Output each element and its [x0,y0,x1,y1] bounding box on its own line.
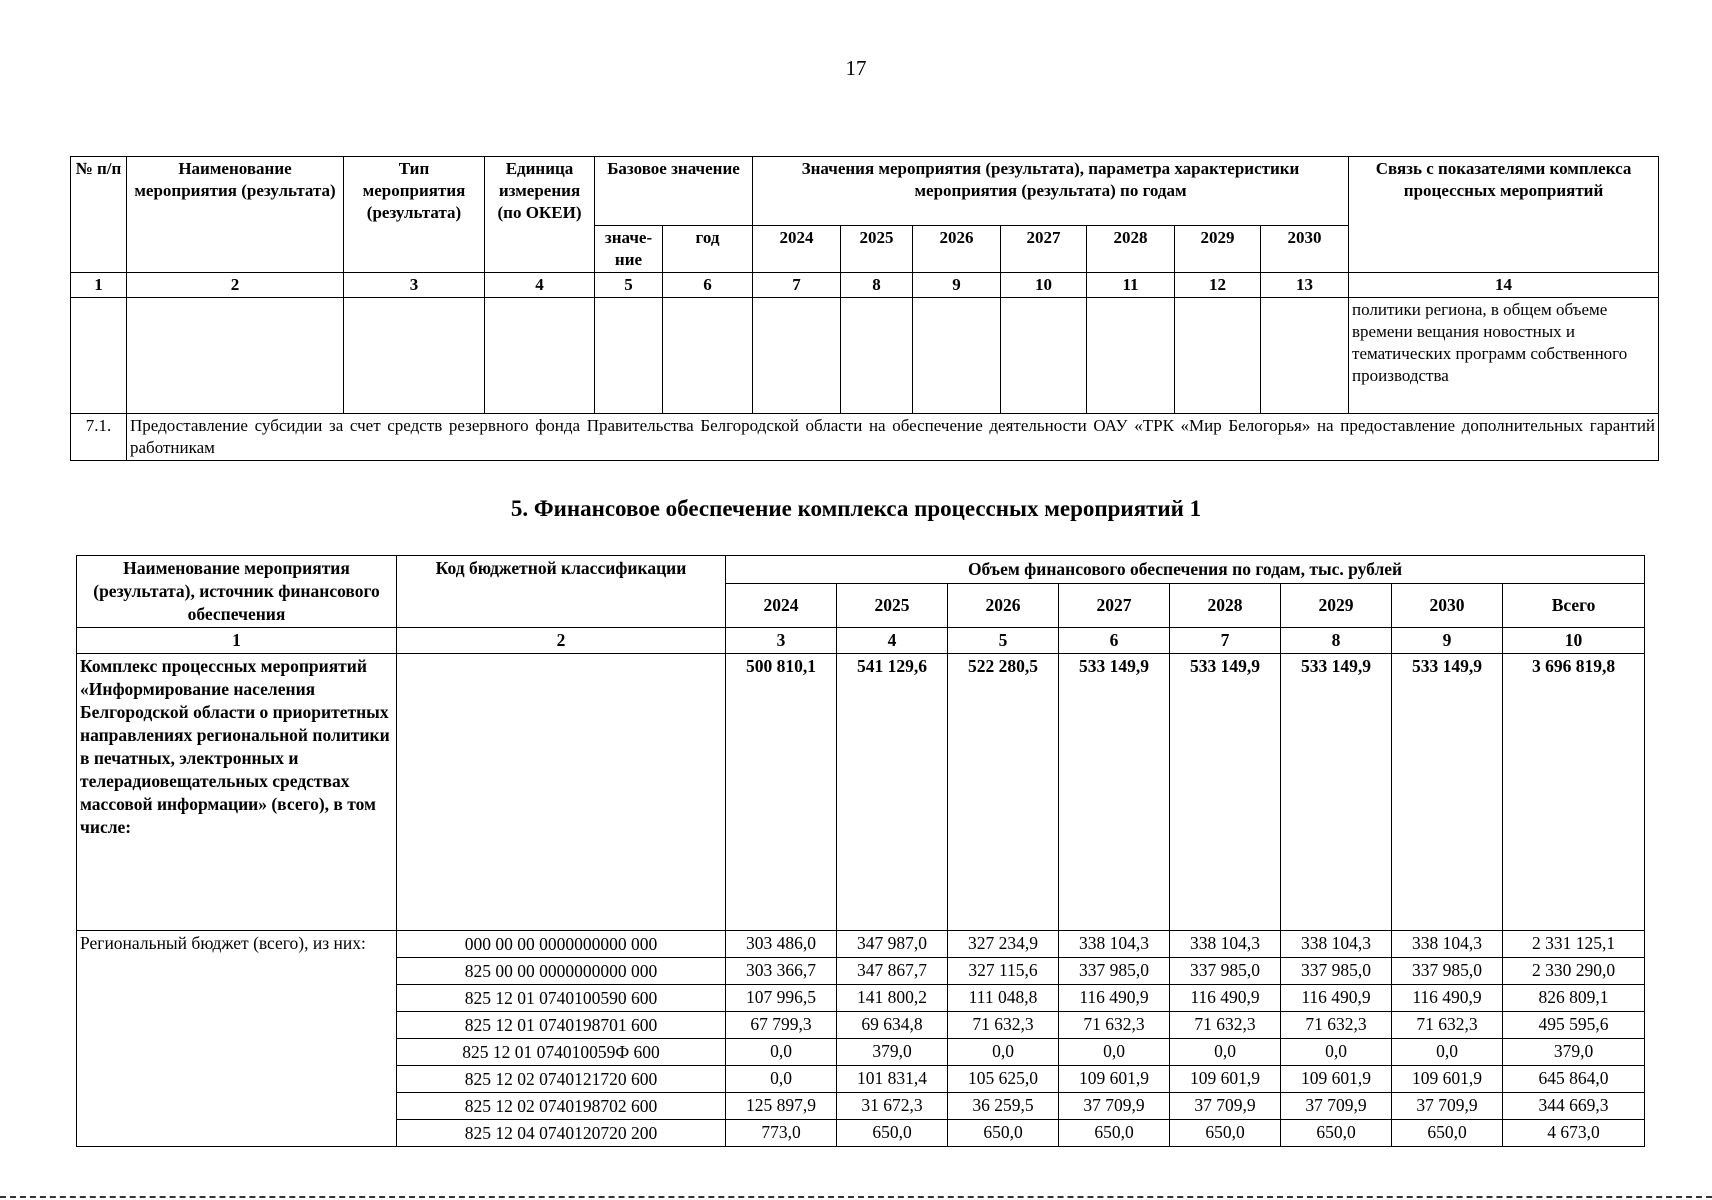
header-year: 2030 [1392,583,1503,627]
header-row [71,157,1659,226]
budget-value: 338 104,3 [1170,931,1281,958]
budget-total: 379,0 [1503,1039,1645,1066]
complex-total: 3 696 819,8 [1503,654,1645,931]
budget-value: 650,0 [837,1120,948,1147]
empty-cell [663,298,753,414]
empty-cell [753,298,841,414]
column-number: 7 [1170,628,1281,654]
budget-value: 116 490,9 [1281,985,1392,1012]
header-row [77,556,1645,584]
header-year: 2029 [1281,583,1392,627]
budget-value: 347 987,0 [837,931,948,958]
budget-value: 379,0 [837,1039,948,1066]
budget-value: 101 831,4 [837,1066,948,1093]
column-number: 7 [753,273,841,298]
header-base-year: год [663,226,753,273]
budget-total: 2 330 290,0 [1503,958,1645,985]
budget-value: 0,0 [1170,1039,1281,1066]
budget-value: 650,0 [1170,1120,1281,1147]
budget-code: 825 12 01 0740100590 600 [397,985,726,1012]
page-bottom-edge [0,1196,1712,1200]
budget-code: 825 12 01 074010059Ф 600 [397,1039,726,1066]
column-number: 5 [595,273,663,298]
budget-value: 327 234,9 [948,931,1059,958]
budget-value: 67 799,3 [726,1012,837,1039]
header-name: Наименование мероприятия (результата) [127,157,344,273]
column-number: 1 [77,628,397,654]
budget-code: 825 12 04 0740120720 200 [397,1120,726,1147]
header-year: 2024 [726,583,837,627]
continuation-row [71,298,1659,414]
header-values: Значения мероприятия (результата), параметра характеристики мероприятия (результата) по годам [753,157,1349,226]
header-year: 2025 [837,583,948,627]
header-year: 2027 [1059,583,1170,627]
column-number: 6 [663,273,753,298]
budget-value: 105 625,0 [948,1066,1059,1093]
budget-value: 338 104,3 [1059,931,1170,958]
budget-value: 71 632,3 [1281,1012,1392,1039]
column-number: 6 [1059,628,1170,654]
budget-value: 0,0 [1392,1039,1503,1066]
budget-value: 337 985,0 [1170,958,1281,985]
column-number: 13 [1261,273,1349,298]
budget-value: 338 104,3 [1281,931,1392,958]
complex-value: 522 280,5 [948,654,1059,931]
column-number-row [77,628,1645,654]
header-year: 2025 [841,226,913,273]
header-year: 2027 [1001,226,1087,273]
budget-code: 825 12 01 0740198701 600 [397,1012,726,1039]
budget-code: 825 12 02 0740121720 600 [397,1066,726,1093]
header-code: Код бюджетной классификации [397,556,726,628]
budget-value: 650,0 [1281,1120,1392,1147]
header-unit: Единица измерения (по ОКЕИ) [485,157,595,273]
budget-value: 109 601,9 [1281,1066,1392,1093]
column-number: 10 [1503,628,1645,654]
budget-value: 327 115,6 [948,958,1059,985]
row-number: 7.1. [71,414,127,461]
column-number: 2 [127,273,344,298]
budget-total: 826 809,1 [1503,985,1645,1012]
column-number: 1 [71,273,127,298]
complex-value: 533 149,9 [1281,654,1392,931]
budget-value: 0,0 [948,1039,1059,1066]
header-year: 2029 [1175,226,1261,273]
link-continuation: политики региона, в общем объеме времени вещания новостных и тематических программ собственного производства [1349,298,1659,414]
budget-value: 141 800,2 [837,985,948,1012]
empty-cell [71,298,127,414]
complex-name: Комплекс процессных мероприятий «Информирование населения Белгородской области о приоритетных направлениях региональной политики в печатных, электронных и телерадиовещательных средствах массовой информации» (всего), в том числе: [77,654,397,931]
column-number: 3 [344,273,485,298]
column-number: 2 [397,628,726,654]
results-table [70,156,1659,461]
header-year: 2030 [1261,226,1349,273]
header-year: 2026 [913,226,1001,273]
empty-cell [1087,298,1175,414]
budget-value: 37 709,9 [1281,1093,1392,1120]
budget-code: 825 00 00 0000000000 000 [397,958,726,985]
budget-total: 344 669,3 [1503,1093,1645,1120]
budget-value: 36 259,5 [948,1093,1059,1120]
column-number: 10 [1001,273,1087,298]
budget-total: 495 595,6 [1503,1012,1645,1039]
budget-value: 337 985,0 [1281,958,1392,985]
row-7-1 [71,414,1659,461]
complex-row [77,654,1645,931]
header-base-value: значе-ние [595,226,663,273]
section-title: 5. Финансовое обеспечение комплекса процессных мероприятий 1 [510,496,1202,521]
column-number: 12 [1175,273,1261,298]
column-number: 8 [841,273,913,298]
column-number: 14 [1349,273,1659,298]
column-number: 5 [948,628,1059,654]
header-type: Тип мероприятия (результата) [344,157,485,273]
budget-value: 0,0 [726,1066,837,1093]
budget-value: 0,0 [1281,1039,1392,1066]
header-total: Всего [1503,583,1645,627]
budget-value: 303 366,7 [726,958,837,985]
budget-code: 000 00 00 0000000000 000 [397,931,726,958]
empty-cell [1001,298,1087,414]
header-year: 2026 [948,583,1059,627]
column-number: 8 [1281,628,1392,654]
budget-value: 111 048,8 [948,985,1059,1012]
complex-value: 541 129,6 [837,654,948,931]
row-description: Предоставление субсидии за счет средств резервного фонда Правительства Белгородской области на обеспечение деятельности ОАУ «ТРК «Мир Белогорья» на предоставление дополнительных гарантий работникам [127,414,1659,461]
header-name: Наименование мероприятия (результата), источник финансового обеспечения [77,556,397,628]
empty-cell [841,298,913,414]
financing-table [76,555,1645,1147]
header-base: Базовое значение [595,157,753,226]
column-number: 9 [913,273,1001,298]
budget-total: 645 864,0 [1503,1066,1645,1093]
column-number: 4 [837,628,948,654]
column-number: 11 [1087,273,1175,298]
budget-value: 0,0 [1059,1039,1170,1066]
budget-value: 71 632,3 [1392,1012,1503,1039]
page-number: 17 [845,56,867,80]
budget-value: 37 709,9 [1392,1093,1503,1120]
budget-value: 650,0 [948,1120,1059,1147]
budget-value: 109 601,9 [1170,1066,1281,1093]
column-number: 9 [1392,628,1503,654]
budget-value: 71 632,3 [1059,1012,1170,1039]
budget-value: 37 709,9 [1170,1093,1281,1120]
header-num: № п/п [71,157,127,273]
complex-value: 500 810,1 [726,654,837,931]
budget-value: 347 867,7 [837,958,948,985]
empty-cell [595,298,663,414]
empty-cell [344,298,485,414]
empty-cell [127,298,344,414]
budget-value: 116 490,9 [1059,985,1170,1012]
empty-cell [1175,298,1261,414]
complex-value: 533 149,9 [1170,654,1281,931]
budget-value: 116 490,9 [1170,985,1281,1012]
budget-value: 69 634,8 [837,1012,948,1039]
complex-value: 533 149,9 [1059,654,1170,931]
budget-value: 37 709,9 [1059,1093,1170,1120]
budget-value: 650,0 [1392,1120,1503,1147]
header-link: Связь с показателями комплекса процессных мероприятий [1349,157,1659,273]
budget-value: 0,0 [726,1039,837,1066]
header-volume: Объем финансового обеспечения по годам, тыс. рублей [726,556,1645,584]
empty-cell [1261,298,1349,414]
empty-cell [913,298,1001,414]
budget-value: 31 672,3 [837,1093,948,1120]
budget-value: 109 601,9 [1059,1066,1170,1093]
budget-value: 303 486,0 [726,931,837,958]
budget-code: 825 12 02 0740198702 600 [397,1093,726,1120]
budget-row [77,931,1645,958]
column-number: 4 [485,273,595,298]
budget-value: 337 985,0 [1059,958,1170,985]
empty-cell [397,654,726,931]
header-year: 2028 [1170,583,1281,627]
complex-value: 533 149,9 [1392,654,1503,931]
budget-value: 338 104,3 [1392,931,1503,958]
budget-total: 4 673,0 [1503,1120,1645,1147]
budget-value: 116 490,9 [1392,985,1503,1012]
column-number: 3 [726,628,837,654]
empty-cell [485,298,595,414]
budget-value: 337 985,0 [1392,958,1503,985]
header-year: 2024 [753,226,841,273]
regional-budget-name: Региональный бюджет (всего), из них: [77,931,397,1147]
budget-value: 71 632,3 [1170,1012,1281,1039]
budget-value: 125 897,9 [726,1093,837,1120]
budget-value: 773,0 [726,1120,837,1147]
column-number-row [71,273,1659,298]
budget-value: 650,0 [1059,1120,1170,1147]
budget-value: 71 632,3 [948,1012,1059,1039]
budget-value: 109 601,9 [1392,1066,1503,1093]
budget-value: 107 996,5 [726,985,837,1012]
budget-total: 2 331 125,1 [1503,931,1645,958]
header-year: 2028 [1087,226,1175,273]
